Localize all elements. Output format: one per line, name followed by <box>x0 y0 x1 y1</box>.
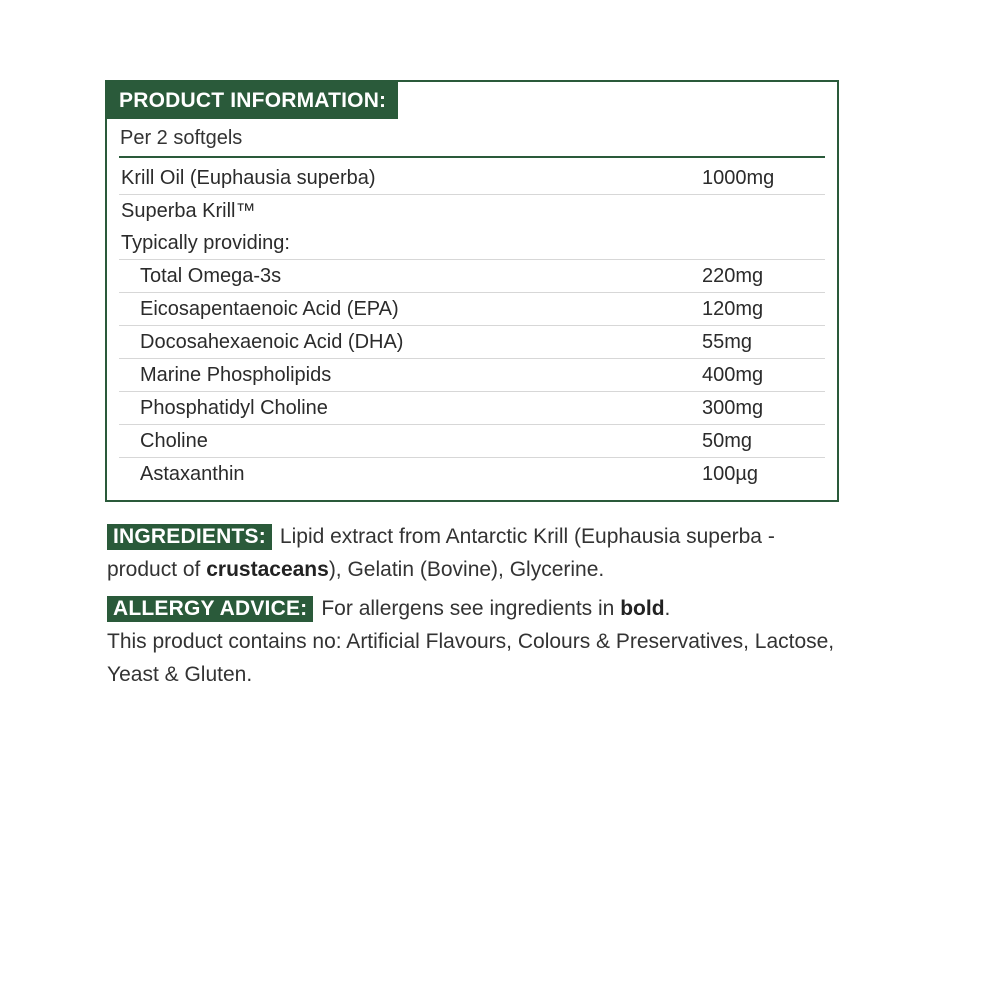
table-row <box>119 359 825 392</box>
nutrient-name: Krill Oil (Euphausia superba) <box>121 167 376 189</box>
nutrient-amount: 120mg <box>702 298 764 320</box>
table-row <box>119 458 825 490</box>
nutrient-name: Marine Phospholipids <box>140 364 332 386</box>
nutrient-amount: 50mg <box>702 430 753 452</box>
nutrient-name: Phosphatidyl Choline <box>140 397 328 419</box>
product-information-panel <box>105 80 839 502</box>
ingredients-allergen-bold: crustaceans <box>206 558 329 581</box>
allergy-section <box>107 592 847 691</box>
nutrient-name: Superba Krill™ <box>121 200 256 222</box>
nutrient-amount: 300mg <box>702 397 764 419</box>
ingredients-text-end: ), Gelatin (Bovine), Glycerine. <box>328 558 605 581</box>
nutrient-amount: 400mg <box>702 364 764 386</box>
product-information-header: PRODUCT INFORMATION: <box>107 82 398 119</box>
nutrient-amount: 1000mg <box>702 167 775 189</box>
nutrient-amount: 55mg <box>702 331 753 353</box>
nutrient-amount: 220mg <box>702 265 764 287</box>
table-row <box>119 260 825 293</box>
serving-size: Per 2 softgels <box>120 127 243 149</box>
nutrient-name: Typically providing: <box>121 232 290 254</box>
allergy-advice-end: . <box>664 597 671 620</box>
nutrient-name: Total Omega-3s <box>140 265 282 287</box>
header-divider <box>119 156 825 158</box>
nutrient-name: Choline <box>140 430 208 452</box>
allergy-advice-text: For allergens see ingredients in <box>321 597 621 620</box>
ingredients-label: INGREDIENTS: <box>107 524 272 550</box>
nutrient-name: Astaxanthin <box>140 463 245 485</box>
ingredients-section <box>107 520 847 586</box>
ingredients-text: Lipid extract from Antarctic Krill (Euphausia superba - product of <box>107 525 775 581</box>
table-row <box>119 392 825 425</box>
nutrient-name: Eicosapentaenoic Acid (EPA) <box>140 298 399 320</box>
nutrient-table <box>119 162 825 490</box>
allergy-bold-word: bold <box>620 597 665 620</box>
nutrient-amount: 100µg <box>702 463 759 485</box>
table-row <box>119 326 825 359</box>
free-from-note: This product contains no: Artificial Flavours, Colours & Preservatives, Lactose, Yeast & Gluten. <box>107 630 835 686</box>
table-row <box>119 162 825 195</box>
nutrient-name: Docosahexaenoic Acid (DHA) <box>140 331 404 353</box>
table-row <box>119 227 825 260</box>
table-row <box>119 195 825 227</box>
allergy-advice-line <box>107 592 847 625</box>
table-row <box>119 293 825 326</box>
allergy-advice-label: ALLERGY ADVICE: <box>107 596 313 622</box>
table-row <box>119 425 825 458</box>
